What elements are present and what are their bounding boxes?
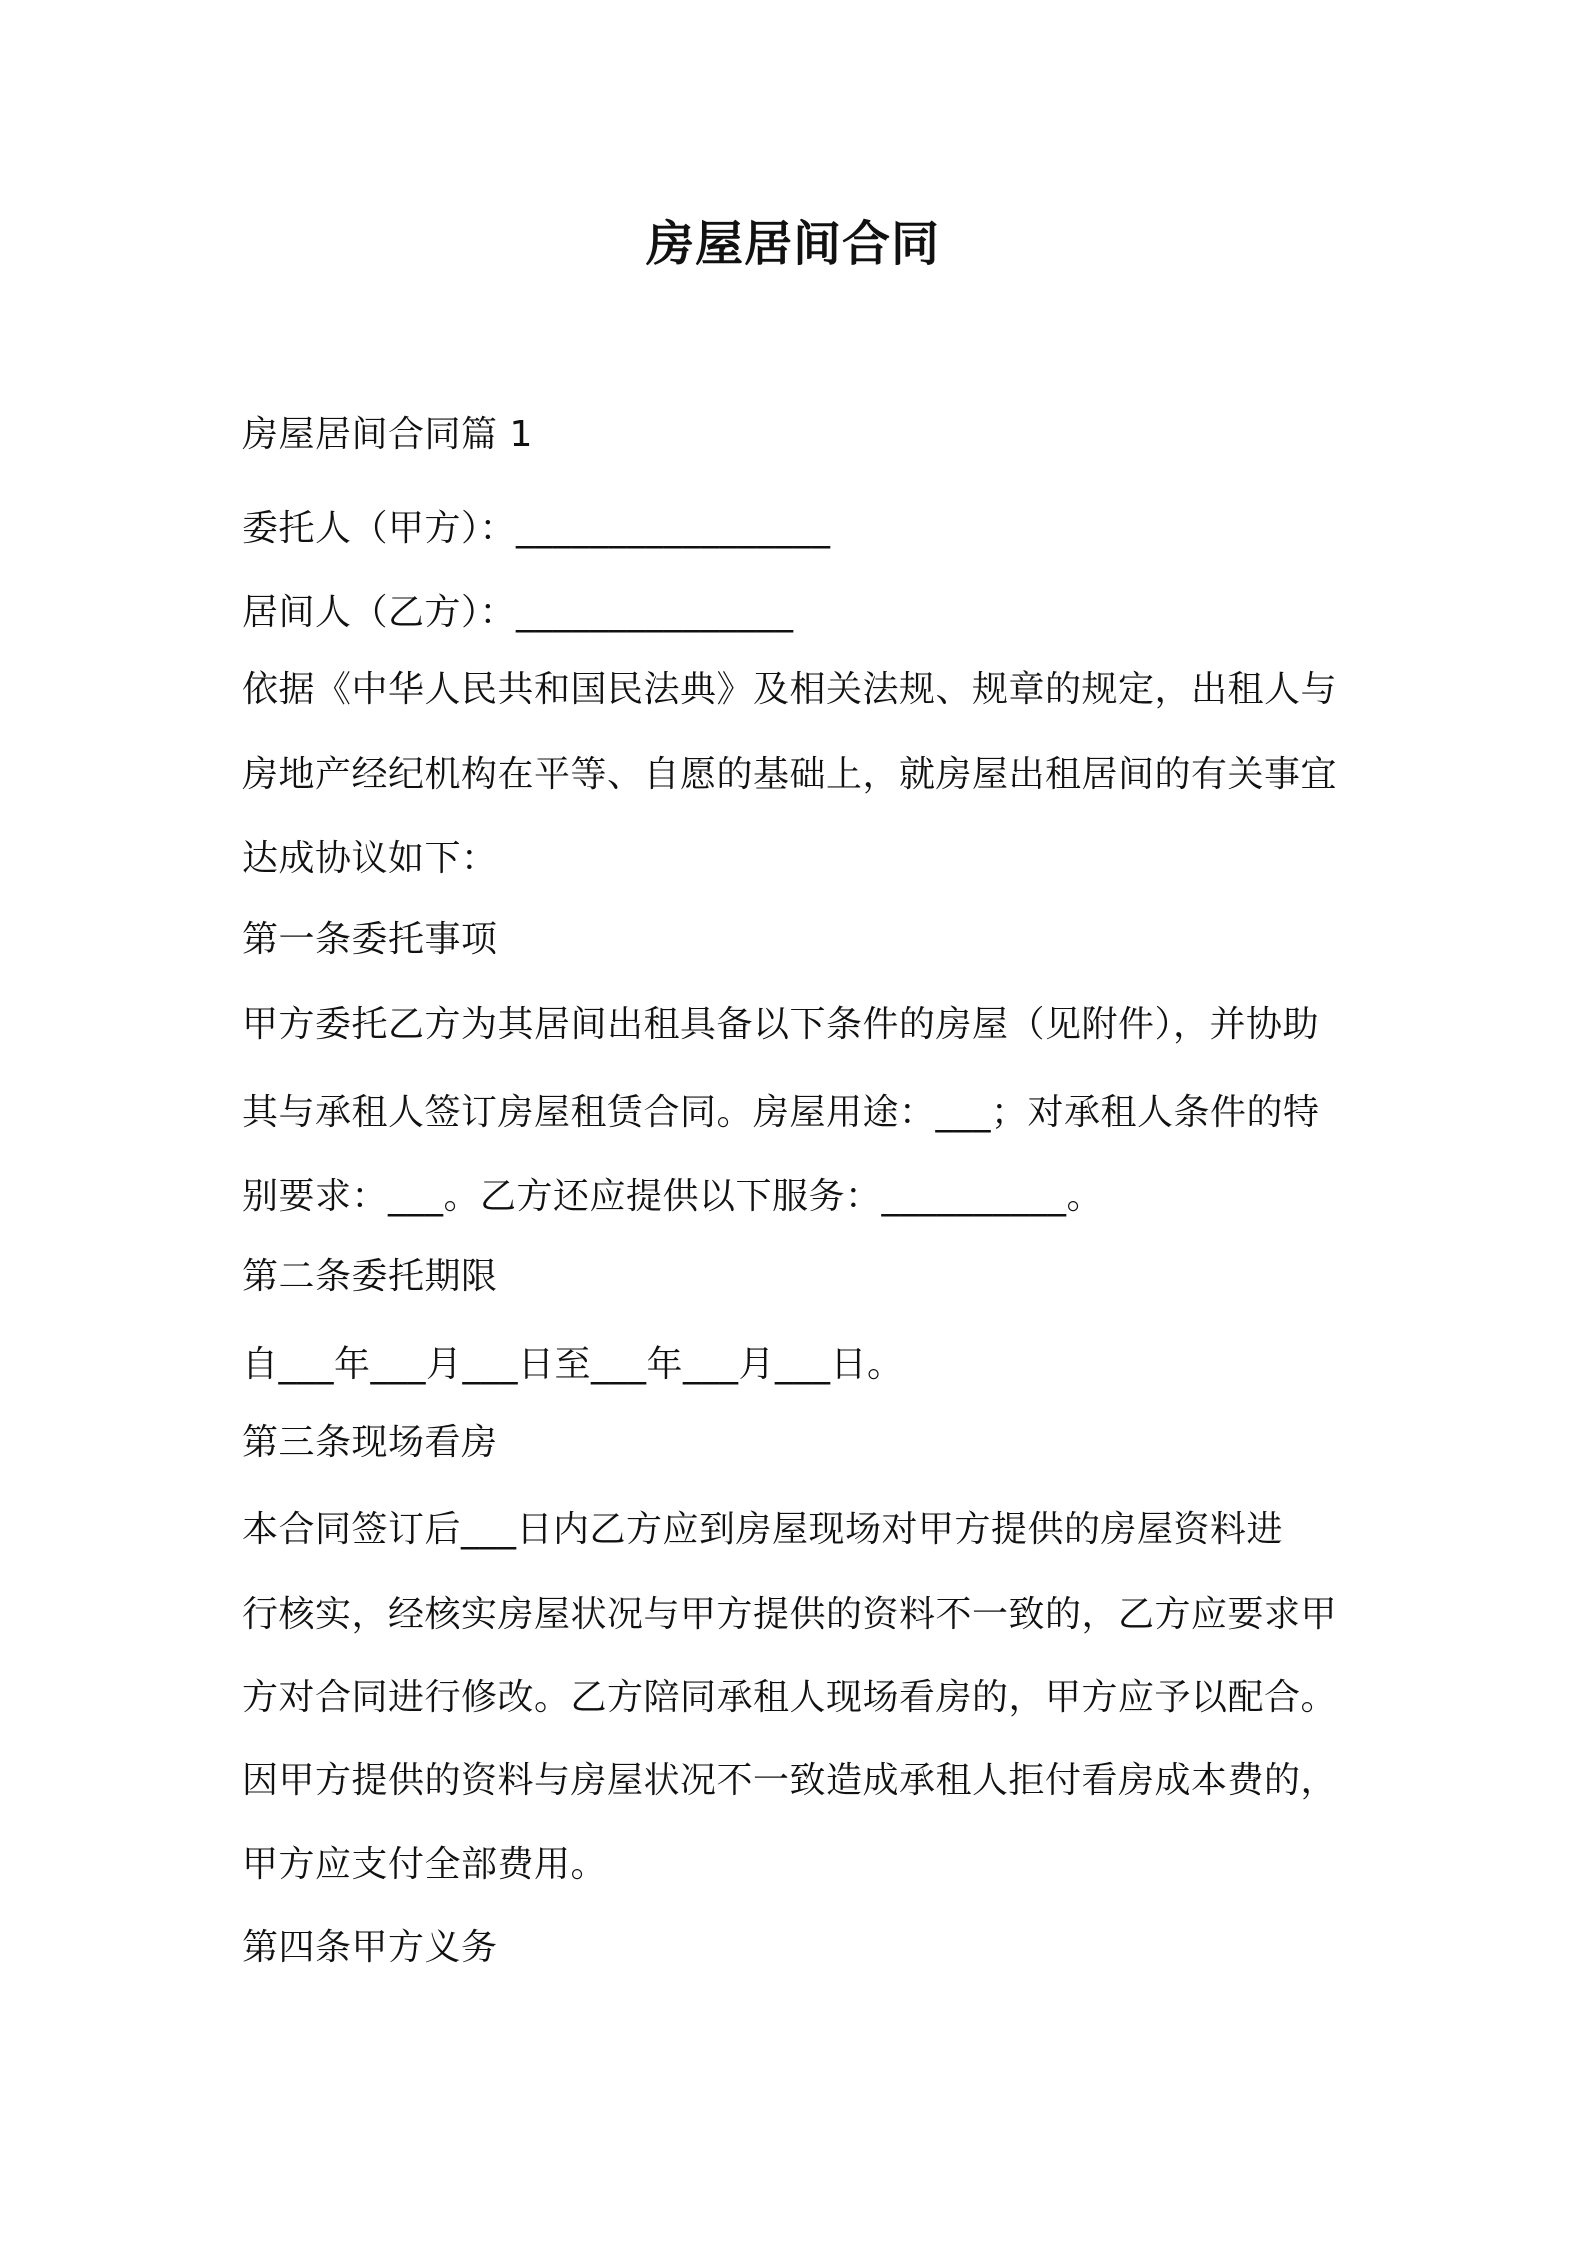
article-1-heading: 第一条委托事项: [242, 919, 498, 960]
article-4-heading: 第四条甲方义务: [242, 1927, 498, 1968]
article-3-line-1: 本合同签订后___日内乙方应到房屋现场对甲方提供的房屋资料进: [242, 1509, 1284, 1550]
article-2-heading: 第二条委托期限: [242, 1256, 498, 1297]
preamble-line-3: 达成协议如下：: [242, 838, 498, 879]
article-3-line-4: 因甲方提供的资料与房屋状况不一致造成承租人拒付看房成本费的，: [242, 1760, 1338, 1801]
article-1-line-3: 别要求：___。乙方还应提供以下服务：__________。: [242, 1176, 1104, 1217]
client-party-a-line: 委托人（甲方）：_________________: [242, 508, 831, 549]
article-2-line-1: 自___年___月___日至___年___月___日。: [242, 1344, 904, 1385]
document-title: 房屋居间合同: [645, 216, 940, 272]
article-3-line-2: 行核实，经核实房屋状况与甲方提供的资料不一致的，乙方应要求甲: [242, 1594, 1338, 1635]
preamble-line-1: 依据《中华人民共和国民法典》及相关法规、规章的规定，出租人与: [242, 669, 1338, 710]
article-3-line-3: 方对合同进行修改。乙方陪同承租人现场看房的，甲方应予以配合。: [242, 1677, 1338, 1718]
article-1-line-2: 其与承租人签订房屋租赁合同。房屋用途：___；对承租人条件的特: [242, 1092, 1320, 1133]
section-heading-part-1: 房屋居间合同篇 1: [242, 414, 533, 455]
preamble-line-2: 房地产经纪机构在平等、自愿的基础上，就房屋出租居间的有关事宜: [242, 754, 1338, 795]
article-3-line-5: 甲方应支付全部费用。: [242, 1844, 608, 1885]
intermediary-party-b-line: 居间人（乙方）：_______________: [242, 592, 794, 633]
article-3-heading: 第三条现场看房: [242, 1422, 498, 1463]
article-1-line-1: 甲方委托乙方为其居间出租具备以下条件的房屋（见附件），并协助: [242, 1004, 1320, 1045]
